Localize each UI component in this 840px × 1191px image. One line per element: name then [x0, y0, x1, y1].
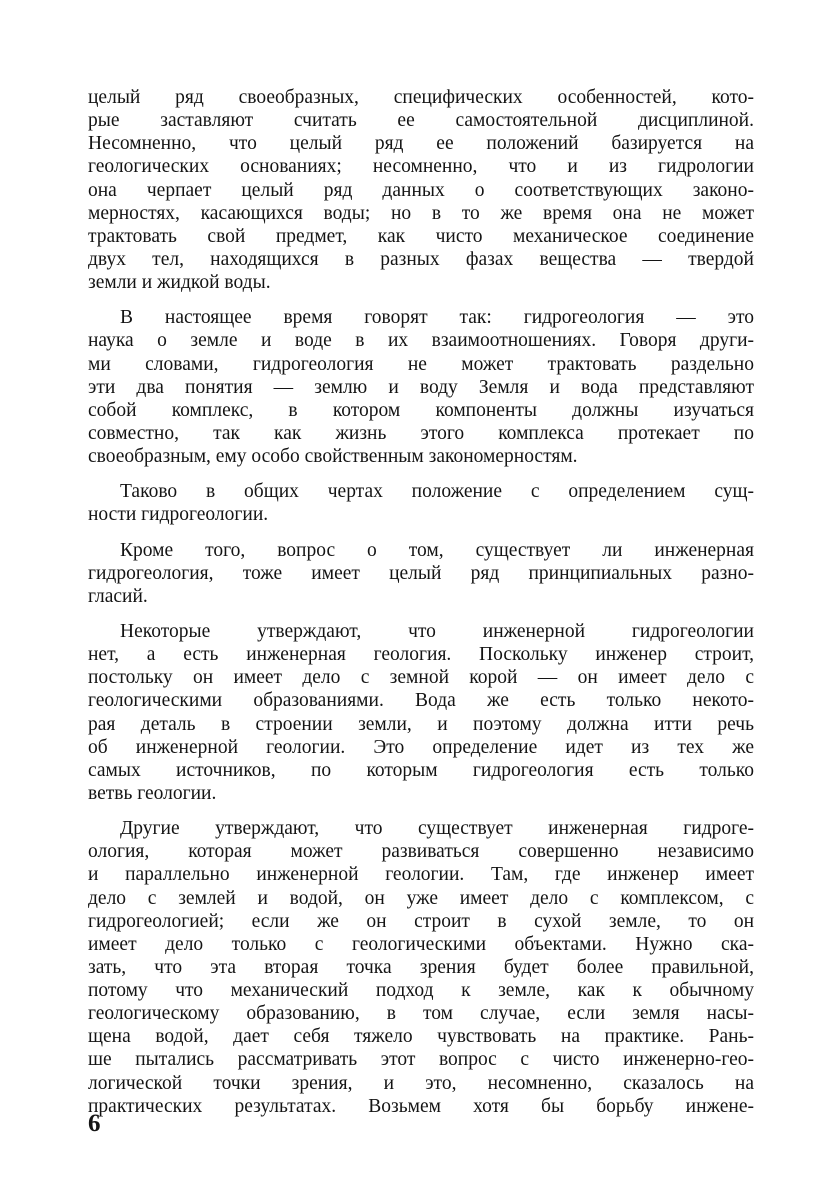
text-line: ветвь геологии. — [88, 782, 217, 804]
text-line: земли и жидкой воды. — [88, 272, 271, 294]
text-line: зать, что эта вторая точка зрения будет более правильной, — [88, 956, 754, 978]
text-line: геологическими образованиями. Вода же есть только некото- — [88, 690, 754, 712]
text-line: рая деталь в строении земли, и поэтому должна итти речь — [88, 713, 754, 735]
paragraph-1 — [88, 86, 754, 294]
text-line: ология, которая может развиваться совершенно независимо — [88, 841, 754, 863]
text-line: об инженерной геологии. Это определение идет из тех же — [88, 736, 754, 758]
text-line: В настоящее время говорят так: гидрогеология — это — [120, 307, 754, 329]
text-line: Таково в общих чертах положение с определением сущ- — [120, 481, 754, 503]
text-line: логической точки зрения, и это, несомненно, сказалось на — [88, 1072, 754, 1094]
text-line: Несомненно, что целый ряд ее положений базируется на — [88, 133, 754, 155]
text-line: практических результатах. Возьмем хотя бы борьбу инжене- — [88, 1095, 754, 1117]
text-line: геологическому образованию, в том случае, если земля насы- — [88, 1003, 754, 1025]
text-line: своеобразным, ему особо свойственным закономерностям. — [88, 446, 578, 468]
text-line: постольку он имеет дело с земной корой — он имеет дело с — [88, 667, 754, 689]
paragraph-3 — [88, 480, 754, 526]
text-line: щена водой, дает себя тяжело чувствовать на практике. Рань- — [88, 1026, 754, 1048]
body-text — [88, 86, 754, 1130]
text-line: гидрогеологией; если же он строит в сухой земле, то он — [88, 910, 754, 932]
text-line: целый ряд своеобразных, специфических особенностей, кото- — [88, 87, 754, 108]
text-line: Другие утверждают, что существует инженерная гидроге- — [120, 818, 754, 840]
text-line: ми словами, гидрогеология не может трактовать раздельно — [88, 353, 754, 375]
text-line: геологических основаниях; несомненно, что и из гидрологии — [88, 156, 754, 178]
text-line: она черпает целый ряд данных о соответствующих законо- — [88, 179, 754, 201]
text-line: наука о земле и воде в их взаимоотношениях. Говоря други- — [88, 330, 754, 352]
text-line: ности гидрогеологии. — [88, 504, 269, 526]
text-line: гидрогеология, тоже имеет целый ряд принципиальных разно- — [88, 562, 754, 584]
text-line: мерностях, касающихся воды; но в то же время она не может — [88, 202, 754, 224]
paragraph-4 — [88, 539, 754, 608]
text-line: и параллельно инженерной геологии. Там, где инженер имеет — [88, 864, 754, 886]
text-line: самых источников, по которым гидрогеология есть только — [88, 759, 754, 781]
text-line: рые заставляют считать ее самостоятельной дисциплиной. — [88, 110, 754, 132]
text-line: эти два понятия — землю и воду Земля и вода представляют — [88, 376, 754, 398]
paragraph-6 — [88, 817, 754, 1118]
paragraph-2 — [88, 306, 754, 468]
text-line: дело с землей и водой, он уже имеет дело с комплексом, с — [88, 887, 754, 909]
text-line: гласий. — [88, 585, 148, 607]
text-line: трактовать свой предмет, как чисто механическое соединение — [88, 225, 754, 247]
text-line: имеет дело только с геологическими объектами. Нужно ска- — [88, 933, 754, 955]
paragraph-5 — [88, 620, 754, 805]
text-line: Кроме того, вопрос о том, существует ли инженерная — [120, 539, 754, 561]
text-line: нет, а есть инженерная геология. Поскольку инженер строит, — [88, 644, 754, 666]
text-line: Некоторые утверждают, что инженерной гидрогеологии — [120, 620, 754, 642]
page-number: 6 — [88, 1110, 101, 1137]
text-line: двух тел, находящихся в разных фазах вещества — твердой — [88, 248, 754, 270]
text-line: совместно, так как жизнь этого комплекса протекает по — [88, 422, 754, 444]
text-line: потому что механический подход к земле, как к обычному — [88, 980, 754, 1002]
text-line: собой комплекс, в котором компоненты должны изучаться — [88, 399, 754, 421]
text-line: ше пытались рассматривать этот вопрос с чисто инженерно-гео- — [88, 1049, 754, 1071]
